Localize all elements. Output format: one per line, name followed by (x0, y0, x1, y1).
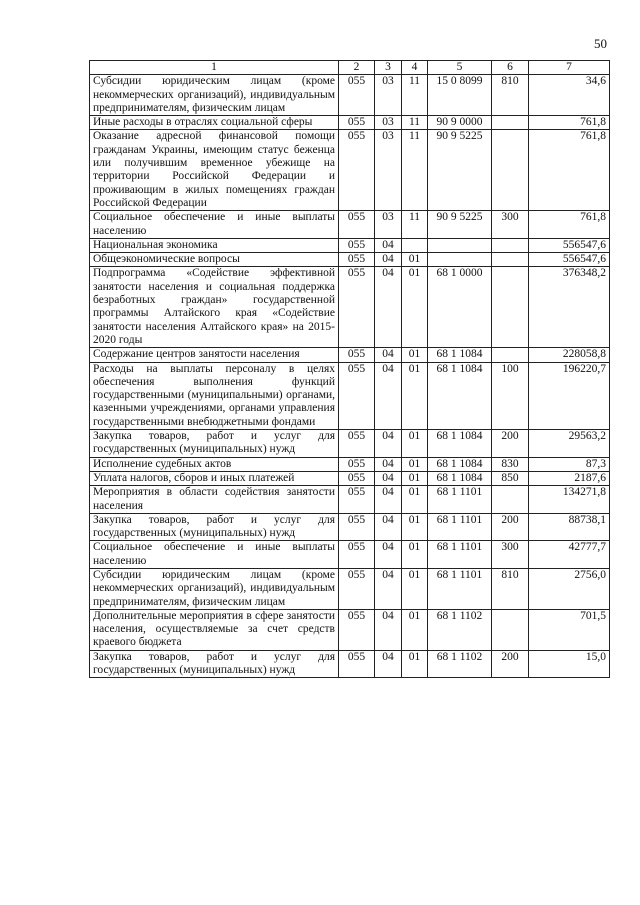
row-section-cell: 04 (375, 362, 402, 429)
row-grbs-cell: 055 (339, 130, 375, 211)
row-name-cell: Социальное обеспечение и иные выплаты населению (90, 541, 339, 569)
table-row (90, 238, 610, 252)
row-grbs-cell: 055 (339, 457, 375, 471)
row-target-article-cell: 68 1 1101 (428, 486, 492, 514)
row-name-cell: Национальная экономика (90, 238, 339, 252)
row-target-article-cell: 68 1 1102 (428, 650, 492, 678)
row-name-cell: Мероприятия в области содействия занятости населения (90, 486, 339, 514)
row-section-cell: 04 (375, 471, 402, 485)
row-subsection-cell: 01 (402, 568, 428, 609)
header-cell: 3 (375, 61, 402, 75)
row-subsection-cell: 11 (402, 116, 428, 130)
table-row (90, 75, 610, 116)
header-cell: 6 (492, 61, 529, 75)
row-amount-cell: 2187,6 (529, 471, 610, 485)
table-row (90, 267, 610, 348)
row-amount-cell: 42777,7 (529, 541, 610, 569)
header-cell: 4 (402, 61, 428, 75)
row-section-cell: 03 (375, 211, 402, 239)
table-row (90, 116, 610, 130)
row-section-cell: 04 (375, 568, 402, 609)
row-subsection-cell: 01 (402, 541, 428, 569)
row-expense-type-cell (492, 348, 529, 362)
table-row (90, 513, 610, 541)
row-section-cell: 04 (375, 267, 402, 348)
row-name-cell: Закупка товаров, работ и услуг для государственных (муниципальных) нужд (90, 513, 339, 541)
row-target-article-cell: 68 1 1102 (428, 609, 492, 650)
row-grbs-cell: 055 (339, 609, 375, 650)
table-row (90, 430, 610, 458)
row-section-cell: 04 (375, 238, 402, 252)
row-subsection-cell (402, 238, 428, 252)
row-expense-type-cell: 200 (492, 650, 529, 678)
row-amount-cell: 88738,1 (529, 513, 610, 541)
row-section-cell: 04 (375, 541, 402, 569)
header-cell: 1 (90, 61, 339, 75)
row-target-article-cell: 68 1 0000 (428, 267, 492, 348)
row-expense-type-cell: 300 (492, 541, 529, 569)
row-amount-cell: 761,8 (529, 211, 610, 239)
row-subsection-cell: 01 (402, 471, 428, 485)
row-grbs-cell: 055 (339, 267, 375, 348)
row-subsection-cell: 11 (402, 75, 428, 116)
table-row (90, 486, 610, 514)
row-grbs-cell: 055 (339, 430, 375, 458)
row-amount-cell: 701,5 (529, 609, 610, 650)
row-expense-type-cell: 810 (492, 75, 529, 116)
row-grbs-cell: 055 (339, 348, 375, 362)
row-amount-cell: 2756,0 (529, 568, 610, 609)
row-section-cell: 03 (375, 130, 402, 211)
row-subsection-cell: 01 (402, 650, 428, 678)
header-cell: 5 (428, 61, 492, 75)
table-row (90, 211, 610, 239)
row-name-cell: Дополнительные мероприятия в сфере занятости населения, осуществляемые за счет средств краевого бюджета (90, 609, 339, 650)
row-amount-cell: 87,3 (529, 457, 610, 471)
row-target-article-cell: 68 1 1101 (428, 513, 492, 541)
row-target-article-cell (428, 238, 492, 252)
table-row (90, 457, 610, 471)
row-grbs-cell: 055 (339, 362, 375, 429)
row-subsection-cell: 01 (402, 253, 428, 267)
row-target-article-cell (428, 253, 492, 267)
row-expense-type-cell (492, 486, 529, 514)
header-cell: 7 (529, 61, 610, 75)
row-name-cell: Закупка товаров, работ и услуг для государственных (муниципальных) нужд (90, 650, 339, 678)
table-row (90, 362, 610, 429)
row-subsection-cell: 01 (402, 486, 428, 514)
row-target-article-cell: 68 1 1084 (428, 348, 492, 362)
row-amount-cell: 29563,2 (529, 430, 610, 458)
row-grbs-cell: 055 (339, 211, 375, 239)
row-expense-type-cell: 810 (492, 568, 529, 609)
row-amount-cell: 15,0 (529, 650, 610, 678)
row-grbs-cell: 055 (339, 650, 375, 678)
table-row (90, 348, 610, 362)
row-section-cell: 04 (375, 430, 402, 458)
table-row (90, 130, 610, 211)
budget-table (89, 60, 610, 678)
table-row (90, 609, 610, 650)
row-name-cell: Расходы на выплаты персоналу в целях обеспечения выполнения функций государственными (муниципальными) органами, казенными учреждениями, органами управления государственными внебюджетными фондами (90, 362, 339, 429)
row-amount-cell: 556547,6 (529, 253, 610, 267)
row-name-cell: Оказание адресной финансовой помощи гражданам Украины, имеющим статус беженца или получившим временное убежище на территории Российской Федерации и проживающим в жилых помещениях граждан Российской Федерации (90, 130, 339, 211)
row-section-cell: 04 (375, 609, 402, 650)
row-name-cell: Субсидии юридическим лицам (кроме некоммерческих организаций), индивидуальным предпринимателям, физическим лицам (90, 75, 339, 116)
row-name-cell: Социальное обеспечение и иные выплаты населению (90, 211, 339, 239)
row-name-cell: Подпрограмма «Содействие эффективной занятости населения и социальная поддержка безработных граждан» государственной программы Алтайского края «Содействие занятости населения Алтайского края» на 2015-2020 годы (90, 267, 339, 348)
table-row (90, 541, 610, 569)
row-expense-type-cell: 850 (492, 471, 529, 485)
row-grbs-cell: 055 (339, 238, 375, 252)
row-amount-cell: 376348,2 (529, 267, 610, 348)
row-expense-type-cell: 100 (492, 362, 529, 429)
row-section-cell: 03 (375, 75, 402, 116)
row-grbs-cell: 055 (339, 471, 375, 485)
row-target-article-cell: 68 1 1101 (428, 541, 492, 569)
row-name-cell: Закупка товаров, работ и услуг для государственных (муниципальных) нужд (90, 430, 339, 458)
row-subsection-cell: 01 (402, 513, 428, 541)
table-header-row (90, 61, 610, 75)
row-subsection-cell: 01 (402, 457, 428, 471)
row-section-cell: 04 (375, 650, 402, 678)
row-name-cell: Иные расходы в отраслях социальной сферы (90, 116, 339, 130)
row-subsection-cell: 01 (402, 362, 428, 429)
row-expense-type-cell (492, 267, 529, 348)
row-subsection-cell: 11 (402, 130, 428, 211)
row-amount-cell: 196220,7 (529, 362, 610, 429)
row-name-cell: Содержание центров занятости населения (90, 348, 339, 362)
row-subsection-cell: 11 (402, 211, 428, 239)
table-row (90, 471, 610, 485)
page-number: 50 (594, 36, 607, 51)
row-grbs-cell: 055 (339, 253, 375, 267)
row-target-article-cell: 68 1 1084 (428, 471, 492, 485)
row-subsection-cell: 01 (402, 609, 428, 650)
row-target-article-cell: 68 1 1084 (428, 362, 492, 429)
row-target-article-cell: 68 1 1084 (428, 457, 492, 471)
row-amount-cell: 34,6 (529, 75, 610, 116)
table-row (90, 253, 610, 267)
row-expense-type-cell (492, 130, 529, 211)
row-expense-type-cell: 830 (492, 457, 529, 471)
row-expense-type-cell (492, 253, 529, 267)
row-amount-cell: 134271,8 (529, 486, 610, 514)
row-section-cell: 04 (375, 486, 402, 514)
row-target-article-cell: 90 9 5225 (428, 130, 492, 211)
row-subsection-cell: 01 (402, 267, 428, 348)
row-name-cell: Субсидии юридическим лицам (кроме некоммерческих организаций), индивидуальным предпринимателям, физическим лицам (90, 568, 339, 609)
row-expense-type-cell (492, 116, 529, 130)
row-amount-cell: 761,8 (529, 130, 610, 211)
row-subsection-cell: 01 (402, 430, 428, 458)
row-target-article-cell: 68 1 1084 (428, 430, 492, 458)
row-grbs-cell: 055 (339, 568, 375, 609)
row-expense-type-cell: 200 (492, 430, 529, 458)
row-expense-type-cell (492, 238, 529, 252)
row-section-cell: 04 (375, 253, 402, 267)
row-grbs-cell: 055 (339, 116, 375, 130)
row-grbs-cell: 055 (339, 513, 375, 541)
row-name-cell: Уплата налогов, сборов и иных платежей (90, 471, 339, 485)
row-amount-cell: 228058,8 (529, 348, 610, 362)
row-name-cell: Исполнение судебных актов (90, 457, 339, 471)
table-row (90, 568, 610, 609)
row-amount-cell: 761,8 (529, 116, 610, 130)
row-expense-type-cell (492, 609, 529, 650)
row-target-article-cell: 90 9 5225 (428, 211, 492, 239)
row-amount-cell: 556547,6 (529, 238, 610, 252)
row-section-cell: 04 (375, 513, 402, 541)
row-subsection-cell: 01 (402, 348, 428, 362)
row-grbs-cell: 055 (339, 486, 375, 514)
row-target-article-cell: 15 0 8099 (428, 75, 492, 116)
row-grbs-cell: 055 (339, 541, 375, 569)
row-name-cell: Общеэкономические вопросы (90, 253, 339, 267)
row-expense-type-cell: 200 (492, 513, 529, 541)
row-target-article-cell: 68 1 1101 (428, 568, 492, 609)
table-row (90, 650, 610, 678)
row-section-cell: 04 (375, 348, 402, 362)
row-target-article-cell: 90 9 0000 (428, 116, 492, 130)
row-expense-type-cell: 300 (492, 211, 529, 239)
header-cell: 2 (339, 61, 375, 75)
row-section-cell: 03 (375, 116, 402, 130)
row-grbs-cell: 055 (339, 75, 375, 116)
row-section-cell: 04 (375, 457, 402, 471)
